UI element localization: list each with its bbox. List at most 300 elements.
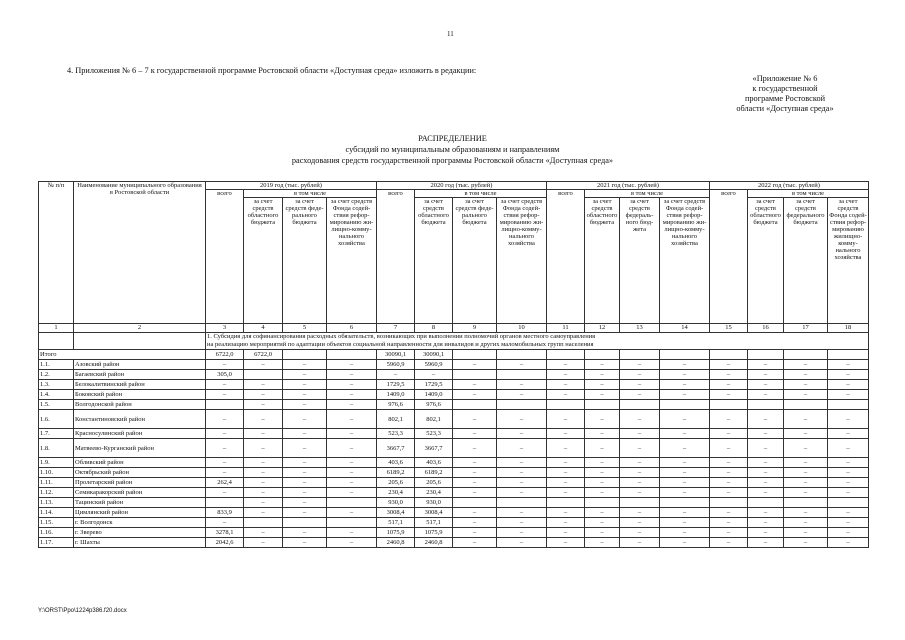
table-cell: – [283,439,327,458]
table-cell: – [828,458,869,468]
table-cell: – [784,528,828,538]
incl-header: в том числе [585,190,710,198]
sub-header: за счет средств Фонда содействия реформированию жилищно-коммунального хозяйства [660,198,710,324]
total-label: Итого [39,350,206,360]
table-cell: – [748,370,784,380]
table-cell: – [244,508,283,518]
total-header: всего [710,190,748,324]
table-cell: – [620,429,660,439]
table-cell [784,498,828,508]
table-cell: – [206,439,244,458]
table-cell: – [244,360,283,370]
appendix-line: программе Ростовской [744,94,826,103]
row-number: 1.3. [39,380,74,390]
table-cell: – [244,390,283,400]
table-cell: – [710,429,748,439]
table-cell: – [828,478,869,488]
table-cell [710,400,748,410]
table-cell: 6189,2 [415,468,453,478]
table-cell: – [497,468,547,478]
municipality-name: Волгодонской район [74,400,206,410]
table-cell [660,350,710,360]
table-cell: – [660,468,710,478]
table-cell [828,400,869,410]
appendix-line: «Приложение № 6 [752,74,818,83]
table-cell: – [748,528,784,538]
table-cell: – [453,360,497,370]
table-cell: – [327,410,377,429]
table-cell: – [283,488,327,498]
table-row [39,498,869,508]
section-title: на реализацию мероприятий по адаптации объектов социальной направленности для инвалидов и других маломобильных групп населения [206,341,869,350]
row-number: 1.9. [39,458,74,468]
table-cell: – [283,360,327,370]
table-cell: – [748,518,784,528]
table-cell: – [585,468,620,478]
table-cell: – [327,528,377,538]
table-cell: – [497,538,547,548]
year-header-2019: 2019 год (тыс. рублей) [206,182,377,190]
section-title: 1. Субсидия для софинансирования расходных обязательств, возникающих при выполнении полномочий органов местного самоуправления [206,333,869,342]
table-cell: – [497,528,547,538]
row-number: 1.6. [39,410,74,429]
table-cell: – [784,488,828,498]
table-cell [497,400,547,410]
table-cell: – [585,508,620,518]
column-number: 13 [620,324,660,333]
table-cell: – [547,360,585,370]
table-cell: – [784,439,828,458]
table-cell: – [547,390,585,400]
table-cell: – [828,518,869,528]
table-cell: – [497,478,547,488]
table-cell: – [660,538,710,548]
table-cell: – [710,478,748,488]
table-cell: – [710,410,748,429]
incl-header: в том числе [244,190,377,198]
table-cell: 305,0 [206,370,244,380]
row-number: 1.1. [39,360,74,370]
table-cell [748,400,784,410]
column-number-row [39,324,869,333]
column-number: 18 [828,324,869,333]
table-cell: – [327,429,377,439]
footer-file-path: Y:\ORST\Ppo\1224p386.f20.docx [38,608,127,614]
table-cell: 2460,8 [377,538,415,548]
table-cell [784,350,828,360]
table-cell: – [828,410,869,429]
table-cell [660,400,710,410]
table-cell [828,350,869,360]
table-row [39,478,869,488]
table-cell: – [244,488,283,498]
table-cell: – [710,360,748,370]
table-cell: 1075,9 [415,528,453,538]
table-cell: – [453,478,497,488]
table-cell: – [497,488,547,498]
table-cell: – [327,370,377,380]
table-cell: 230,4 [415,488,453,498]
municipality-name: Багаевский район [74,370,206,380]
table-cell: – [283,370,327,380]
municipality-name: г. Волгодонск [74,518,206,528]
total-row [39,350,869,360]
table-cell: – [660,410,710,429]
table-cell: 30090,1 [415,350,453,360]
table-cell: – [585,458,620,468]
year-header-2020: 2020 год (тыс. рублей) [377,182,547,190]
table-cell: 2042,6 [206,538,244,548]
table-cell: – [327,380,377,390]
table-cell: 6722,0 [244,350,283,360]
row-number: 1.11. [39,478,74,488]
table-cell: – [283,380,327,390]
table-cell: – [585,370,620,380]
table-cell: – [710,488,748,498]
table-cell: – [660,478,710,488]
sub-header: за счет средств областного бюджета [415,198,453,324]
municipality-name: Матвеево-Курганский район [74,439,206,458]
municipality-name: Азовский район [74,360,206,370]
table-cell: – [283,498,327,508]
sub-header: за счет средств Фонда содействия реформированию жилищно-коммунального хозяйства [497,198,547,324]
table-cell [244,370,283,380]
table-cell: – [660,508,710,518]
incl-header: в том числе [748,190,869,198]
table-cell: 833,9 [206,508,244,518]
column-number: 8 [415,324,453,333]
column-number: 2 [74,324,206,333]
table-cell: – [710,380,748,390]
table-cell: – [585,538,620,548]
table-cell: – [327,439,377,458]
table-cell: – [244,380,283,390]
table-cell: 5960,9 [377,360,415,370]
table-cell: – [784,360,828,370]
table-cell: – [660,488,710,498]
table-row [39,410,869,429]
table-cell: – [283,508,327,518]
table-cell: – [453,390,497,400]
table-cell: – [453,410,497,429]
table-cell [547,400,585,410]
row-number: 1.17. [39,538,74,548]
row-number: 1.10. [39,468,74,478]
table-cell: – [620,478,660,488]
table-cell [453,370,497,380]
row-number: 1.15. [39,518,74,528]
table-row [39,538,869,548]
sub-header: за счет средств областного бюджета [748,198,784,324]
column-number: 10 [497,324,547,333]
table-cell: – [206,458,244,468]
sub-header: за счет средств Фонда содействия реформированию жилищно-коммунального хозяйства [327,198,377,324]
table-cell: – [784,410,828,429]
table-cell: – [453,528,497,538]
table-cell: 802,1 [377,410,415,429]
table-row [39,380,869,390]
table-cell: 403,6 [377,458,415,468]
table-cell: – [547,439,585,458]
table-cell: – [748,429,784,439]
municipality-name: Красносулинский район [74,429,206,439]
table-cell: 262,4 [206,478,244,488]
table-cell: – [283,410,327,429]
table-cell: – [453,458,497,468]
table-row [39,400,869,410]
table-cell: – [453,380,497,390]
table-cell: – [327,488,377,498]
table-row [39,390,869,400]
table-cell: – [620,508,660,518]
table-cell: – [828,439,869,458]
table-cell: – [660,458,710,468]
table-cell: – [828,468,869,478]
sub-header: за счет средств Фонда содействия реформированию жилищно-коммунального хозяйства [828,198,869,324]
distribution-table [38,181,869,548]
table-cell: – [710,458,748,468]
table-cell: – [828,380,869,390]
municipality-name: Боковский район [74,390,206,400]
column-number: 9 [453,324,497,333]
row-number: 1.12. [39,488,74,498]
table-cell [748,498,784,508]
table-cell: – [620,439,660,458]
table-cell: 523,3 [377,429,415,439]
table-cell: – [784,538,828,548]
table-cell: – [327,468,377,478]
table-cell: 1729,5 [415,380,453,390]
table-cell: – [283,528,327,538]
table-cell: 2460,8 [415,538,453,548]
table-cell: – [748,468,784,478]
table-cell: 205,6 [377,478,415,488]
table-cell: – [828,508,869,518]
table-cell: – [660,518,710,528]
column-number: 12 [585,324,620,333]
table-cell: – [748,488,784,498]
table-cell: – [206,390,244,400]
table-cell [710,350,748,360]
table-cell: – [453,439,497,458]
total-header: всего [547,190,585,324]
table-cell: – [244,439,283,458]
table-cell: 1075,9 [377,528,415,538]
table-cell: – [748,390,784,400]
sub-header: за счет средств федерального бюджета [283,198,327,324]
table-cell: – [784,468,828,478]
table-cell [497,350,547,360]
table-cell: – [547,468,585,478]
municipality-name: г. Шахты [74,538,206,548]
table-cell: – [748,458,784,468]
table-cell [710,498,748,508]
column-number: 3 [206,324,244,333]
table-cell: – [327,508,377,518]
table-cell: – [748,410,784,429]
sub-header: за счет средств областного бюджета [585,198,620,324]
table-cell: 1409,0 [415,390,453,400]
table-row [39,439,869,458]
col-header-no: № п/п [39,182,74,324]
table-cell: – [828,360,869,370]
table-cell: – [660,528,710,538]
table-cell: – [585,528,620,538]
section-header-row [39,341,869,350]
column-number: 14 [660,324,710,333]
table-cell: – [585,518,620,528]
table-cell: – [244,498,283,508]
table-cell: – [620,518,660,528]
intro-text: 4. Приложения № 6 – 7 к государственной программе Ростовской области «Доступная среда» изложить в редакции: [67,66,477,75]
table-cell [453,350,497,360]
table-cell: – [206,360,244,370]
table-cell: – [244,528,283,538]
municipality-name: Тацинский район [74,498,206,508]
table-row [39,518,869,528]
table-cell: 3278,1 [206,528,244,538]
table-cell: – [748,478,784,488]
table-cell: – [748,538,784,548]
table-cell: – [283,429,327,439]
appendix-line: к государственной [752,84,818,93]
table-cell: – [547,488,585,498]
table-cell: 3008,4 [415,508,453,518]
table-cell: – [327,400,377,410]
table-cell: – [784,429,828,439]
table-cell: – [547,410,585,429]
table-cell [585,400,620,410]
row-number: 1.8. [39,439,74,458]
table-cell: – [244,429,283,439]
table-cell: – [453,508,497,518]
document-title: РАСПРЕДЕЛЕНИЕ [418,134,487,143]
table-cell: 1409,0 [377,390,415,400]
table-cell: – [547,458,585,468]
table-cell: – [244,478,283,488]
table-cell: – [585,390,620,400]
table-cell: – [244,538,283,548]
table-cell: – [585,429,620,439]
appendix-line: области «Доступная среда» [736,104,834,113]
column-number: 5 [283,324,327,333]
table-cell: – [497,439,547,458]
row-number: 1.7. [39,429,74,439]
table-cell: – [660,390,710,400]
table-cell [660,498,710,508]
table-cell: – [710,518,748,528]
table-cell: – [547,518,585,528]
table-cell: – [748,380,784,390]
table-cell: – [244,400,283,410]
table-row [39,528,869,538]
table-cell: 5960,9 [415,360,453,370]
table-cell: 802,1 [415,410,453,429]
table-cell: – [547,370,585,380]
municipality-name: Белокалитвинский район [74,380,206,390]
table-cell: – [206,380,244,390]
table-cell: – [453,429,497,439]
table-cell: – [620,468,660,478]
sub-header: за счет средств областного бюджета [244,198,283,324]
table-cell: – [283,468,327,478]
municipality-name: Семикаракорский район [74,488,206,498]
document-subtitle: расходования средств государственной программы Ростовской области «Доступная среда» [291,156,614,165]
table-cell: – [585,410,620,429]
table-cell [244,518,283,528]
table-cell: – [547,508,585,518]
column-number: 16 [748,324,784,333]
table-cell: – [453,488,497,498]
column-number: 1 [39,324,74,333]
table-cell: – [784,518,828,528]
column-number: 7 [377,324,415,333]
table-cell: – [620,360,660,370]
table-cell: 523,3 [415,429,453,439]
table-cell: – [620,390,660,400]
table-cell: 205,6 [415,478,453,488]
table-cell: – [453,518,497,528]
table-cell: – [497,390,547,400]
row-number: 1.14. [39,508,74,518]
table-cell: – [497,508,547,518]
table-cell: – [547,429,585,439]
section-header-row [39,333,869,342]
row-number: 1.13. [39,498,74,508]
table-cell: – [206,410,244,429]
table-cell: 517,1 [415,518,453,528]
column-number: 15 [710,324,748,333]
table-cell: – [660,360,710,370]
table-cell: – [547,538,585,548]
municipality-name: Константиновский район [74,410,206,429]
table-cell: – [828,390,869,400]
table-cell: – [453,468,497,478]
table-cell [206,498,244,508]
table-cell: – [327,390,377,400]
table-cell: – [660,380,710,390]
table-row [39,429,869,439]
table-cell: – [620,488,660,498]
document-subtitle: субсидий по муниципальным образованиям и направлениям [345,145,560,154]
table-cell: – [620,528,660,538]
row-number: 1.5. [39,400,74,410]
table-cell: – [620,458,660,468]
table-cell: – [620,538,660,548]
table-cell: – [784,458,828,468]
table-cell: – [283,538,327,548]
table-cell: – [784,390,828,400]
table-cell [497,370,547,380]
table-cell: – [497,518,547,528]
table-cell [327,498,377,508]
table-cell: – [206,518,244,528]
table-cell: – [828,528,869,538]
table-cell: – [748,439,784,458]
table-cell: 6189,2 [377,468,415,478]
table-cell: – [585,488,620,498]
table-cell: – [620,370,660,380]
column-number: 6 [327,324,377,333]
table-cell: – [497,410,547,429]
table-cell: 1729,5 [377,380,415,390]
table-cell: – [244,458,283,468]
table-cell: – [710,390,748,400]
table-cell [620,400,660,410]
table-cell: – [206,468,244,478]
table-cell [327,350,377,360]
table-cell: – [660,370,710,380]
